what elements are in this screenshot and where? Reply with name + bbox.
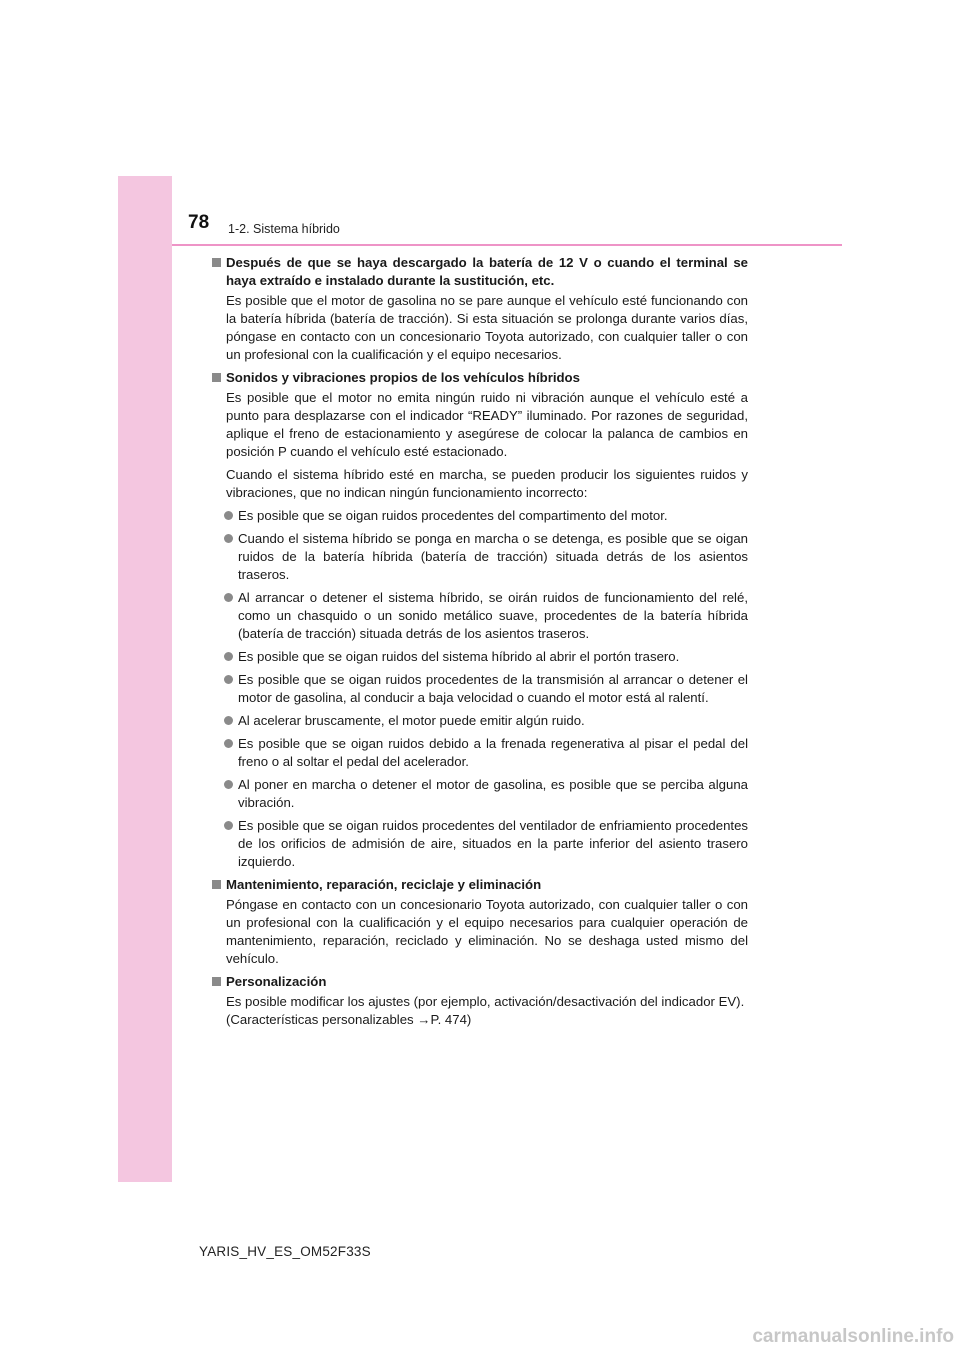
page-content [210, 254, 748, 1034]
cross-reference: (Características personalizables →P. 474) [226, 1012, 472, 1027]
circle-bullet-icon [224, 593, 233, 602]
paragraph: Póngase en contacto con un concesionario Toyota autorizado, con cualquier taller o con un profesional con la cualificación y el equipo necesarios para cualquier operación de mantenimiento, reparación, reciclado y eliminación. No se deshaga usted mismo del vehículo. [226, 897, 748, 966]
list-item: Al acelerar bruscamente, el motor puede emitir algún ruido. [210, 712, 748, 730]
section-battery-discharge [210, 254, 748, 364]
list-item: Es posible que se oigan ruidos procedentes del ventilador de enfriamiento procedentes de los orificios de admisión de aire, situados en la parte inferior del asiento trasero izquierdo. [210, 817, 748, 871]
sound-list [210, 507, 748, 871]
list-item: Es posible que se oigan ruidos procedentes de la transmisión al arrancar o detener el motor de gasolina, al conducir a baja velocidad o cuando el motor está al ralentí. [210, 671, 748, 707]
page-number: 78 [188, 212, 210, 233]
circle-bullet-icon [224, 739, 233, 748]
square-bullet-icon [212, 880, 221, 889]
section-customization [210, 973, 748, 1029]
section-heading: Después de que se haya descargado la batería de 12 V o cuando el terminal se haya extraído e instalado durante la sustitución, etc. [210, 254, 748, 290]
circle-bullet-icon [224, 780, 233, 789]
section-title: 1-2. Sistema híbrido [228, 222, 340, 236]
circle-bullet-icon [224, 534, 233, 543]
section-hybrid-sounds [210, 369, 748, 871]
list-item: Cuando el sistema híbrido se ponga en marcha o se detenga, es posible que se oigan ruidos de la batería híbrida (batería de tracción) situada detrás de los asientos traseros. [210, 530, 748, 584]
header-divider [172, 244, 842, 246]
section-heading: Mantenimiento, reparación, reciclaje y eliminación [210, 876, 748, 894]
side-tab-band [118, 176, 172, 1182]
section-heading: Personalización [210, 973, 748, 991]
section-heading: Sonidos y vibraciones propios de los vehículos híbridos [210, 369, 748, 387]
circle-bullet-icon [224, 511, 233, 520]
circle-bullet-icon [224, 821, 233, 830]
square-bullet-icon [212, 258, 221, 267]
section-maintenance [210, 876, 748, 968]
paragraph: Es posible modificar los ajustes (por ejemplo, activación/desactivación del indicador EV). [226, 994, 745, 1009]
list-item: Al poner en marcha o detener el motor de gasolina, es posible que se perciba alguna vibración. [210, 776, 748, 812]
watermark: carmanualsonline.info [752, 1326, 954, 1347]
paragraph: Es posible que el motor de gasolina no se pare aunque el vehículo esté funcionando con la batería híbrida (batería de tracción). Si esta situación se prolonga durante varios días, póngase en contacto con un concesionario Toyota autorizado, con cualquier taller o con un profesional con la cualificación y el equipo necesarios. [226, 293, 748, 362]
square-bullet-icon [212, 977, 221, 986]
list-item: Es posible que se oigan ruidos procedentes del compartimento del motor. [210, 507, 748, 525]
paragraph: Es posible que el motor no emita ningún ruido ni vibración aunque el vehículo esté a punto para desplazarse con el indicador “READY” iluminado. Por razones de seguridad, aplique el freno de estacionamiento y asegúrese de colocar la palanca de cambios en posición P cuando el vehículo esté estacionado. [226, 390, 748, 459]
paragraph: Cuando el sistema híbrido esté en marcha, se pueden producir los siguientes ruidos y vibraciones, que no indican ningún funcionamiento incorrecto: [226, 467, 748, 500]
list-item: Es posible que se oigan ruidos debido a la frenada regenerativa al pisar el pedal del freno o al soltar el pedal del acelerador. [210, 735, 748, 771]
circle-bullet-icon [224, 675, 233, 684]
square-bullet-icon [212, 373, 221, 382]
list-item: Es posible que se oigan ruidos del sistema híbrido al abrir el portón trasero. [210, 648, 748, 666]
document-code: YARIS_HV_ES_OM52F33S [199, 1244, 371, 1259]
circle-bullet-icon [224, 652, 233, 661]
circle-bullet-icon [224, 716, 233, 725]
list-item: Al arrancar o detener el sistema híbrido, se oirán ruidos de funcionamiento del relé, como un chasquido o un sonido metálico suave, procedentes de la batería híbrida (batería de tracción) situada detrás de los asientos traseros. [210, 589, 748, 643]
